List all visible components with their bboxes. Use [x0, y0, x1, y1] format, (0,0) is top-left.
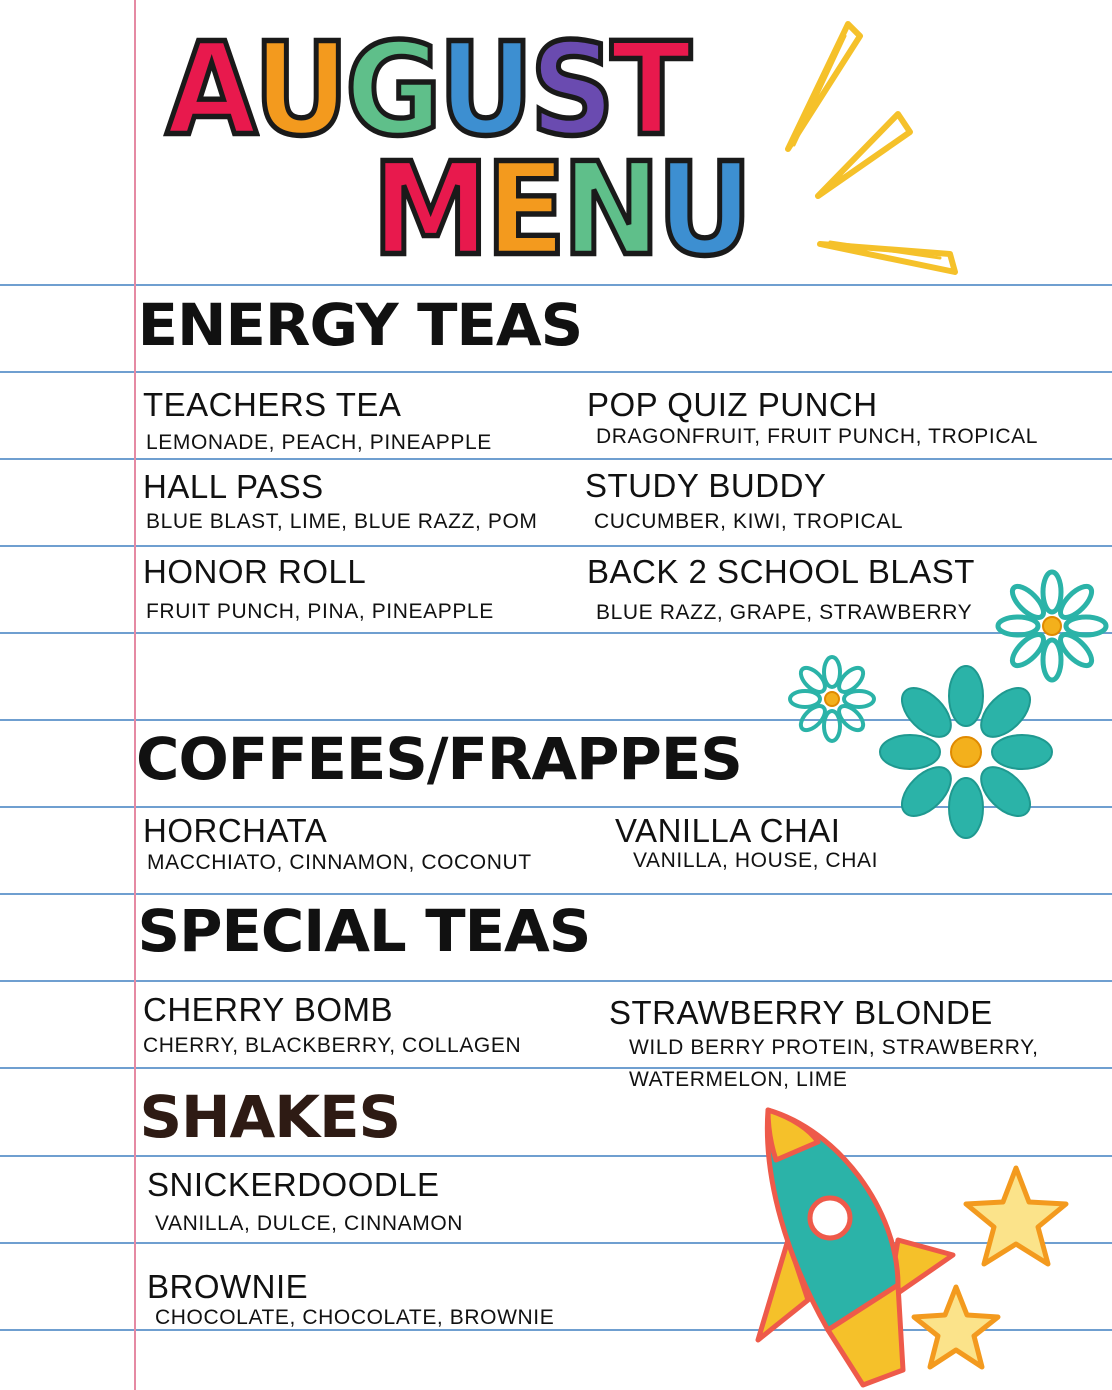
item-description: VANILLA, HOUSE, CHAI: [633, 849, 879, 872]
item-name: BROWNIE: [147, 1268, 309, 1305]
item-description: CUCUMBER, KIWI, TROPICAL: [594, 510, 904, 533]
ruled-line: [0, 1067, 1112, 1069]
item-description: MACCHIATO, CINNAMON, COCONUT: [147, 851, 532, 874]
item-name: TEACHERS TEA: [143, 386, 402, 423]
title-letter: U: [438, 14, 530, 164]
section-heading-energy-teas: ENERGY TEAS: [137, 291, 583, 359]
title-letter: E: [485, 134, 563, 284]
item-description: CHOCOLATE, CHOCOLATE, BROWNIE: [155, 1306, 555, 1329]
ruled-line: [0, 893, 1112, 895]
item-description: CHERRY, BLACKBERRY, COLLAGEN: [143, 1034, 522, 1057]
item-description-continued: WATERMELON, LIME: [629, 1068, 848, 1091]
item-description: VANILLA, DULCE, CINNAMON: [155, 1212, 464, 1235]
item-description: LEMONADE, PEACH, PINEAPPLE: [146, 431, 492, 454]
flower-icon: [876, 662, 1056, 842]
item-name: SNICKERDOODLE: [147, 1166, 440, 1203]
section-heading-shakes: SHAKES: [139, 1083, 401, 1151]
title-letter: N: [562, 134, 657, 284]
item-name: POP QUIZ PUNCH: [587, 386, 878, 423]
title-letter: U: [656, 134, 749, 284]
item-name: HORCHATA: [143, 812, 328, 849]
ruled-line: [0, 545, 1112, 547]
sun-rays-icon: [760, 14, 980, 284]
flower-icon: [782, 654, 882, 744]
item-description: WILD BERRY PROTEIN, STRAWBERRY,: [629, 1036, 1039, 1059]
section-heading-coffees-frappes: COFFEES/FRAPPES: [136, 725, 742, 793]
margin-line: [134, 0, 136, 1390]
star-icon: [906, 1282, 1006, 1377]
ruled-line: [0, 458, 1112, 460]
star-icon: [956, 1162, 1076, 1277]
item-name: CHERRY BOMB: [143, 991, 394, 1028]
title-letter: T: [610, 14, 688, 164]
item-description: BLUE BLAST, LIME, BLUE RAZZ, POM: [146, 510, 538, 533]
item-name: HALL PASS: [143, 468, 324, 505]
section-heading-special-teas: SPECIAL TEAS: [137, 897, 591, 965]
title-menu: [372, 134, 749, 284]
item-name: VANILLA CHAI: [615, 812, 841, 849]
title-august: [166, 14, 688, 164]
title-letter: G: [345, 14, 439, 164]
ruled-line: [0, 980, 1112, 982]
item-description: FRUIT PUNCH, PINA, PINEAPPLE: [146, 600, 494, 623]
item-name: BACK 2 SCHOOL BLAST: [587, 553, 975, 590]
title-letter: U: [253, 14, 346, 164]
item-description: DRAGONFRUIT, FRUIT PUNCH, TROPICAL: [596, 425, 1038, 448]
item-name: STRAWBERRY BLONDE: [609, 994, 993, 1031]
item-name: HONOR ROLL: [143, 553, 367, 590]
item-description: BLUE RAZZ, GRAPE, STRAWBERRY: [596, 601, 973, 624]
item-name: STUDY BUDDY: [585, 467, 827, 504]
title-letter: A: [166, 14, 254, 164]
ruled-line: [0, 632, 1112, 634]
ruled-line: [0, 371, 1112, 373]
title-letter: M: [372, 134, 486, 284]
title-letter: S: [529, 14, 611, 164]
ruled-line: [0, 284, 1112, 286]
